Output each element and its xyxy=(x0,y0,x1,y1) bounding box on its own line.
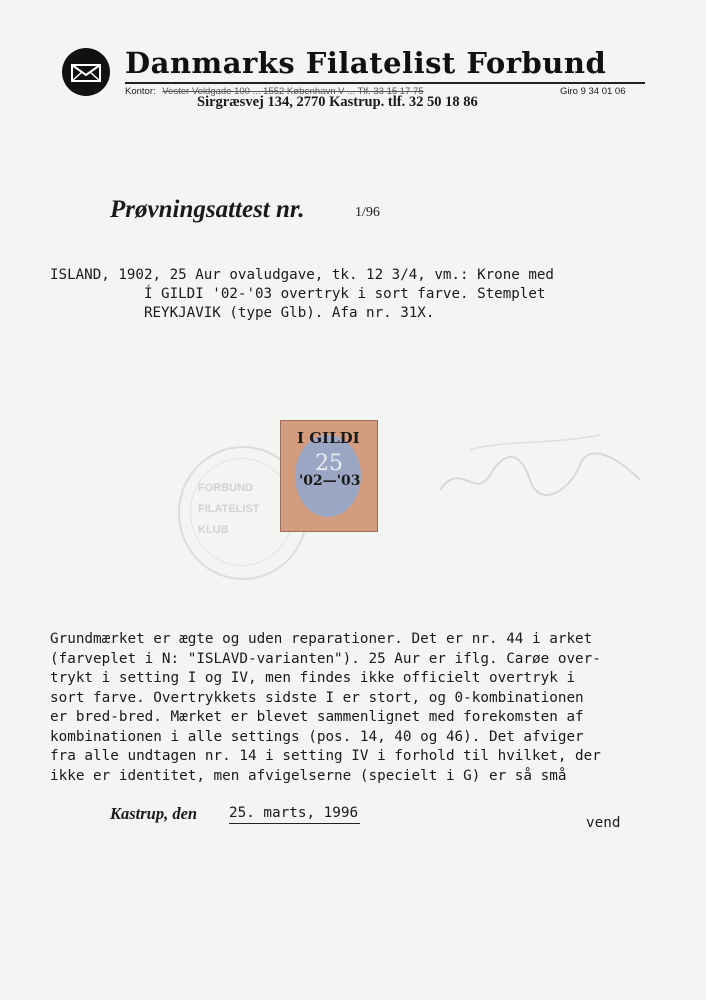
certificate-body xyxy=(50,630,601,786)
stamp-value: 25 xyxy=(315,451,343,476)
description-line: ISLAND, 1902, 25 Aur ovaludgave, tk. 12 3/4, vm.: Krone med xyxy=(50,267,554,283)
organization-title: Danmarks Filatelist Forbund xyxy=(125,46,607,80)
stamp-description xyxy=(50,266,554,323)
place-label: Kastrup, den xyxy=(110,804,198,823)
seal-text: FORBUND FILATELIST KLUB xyxy=(198,482,260,536)
envelope-logo-icon xyxy=(62,48,110,96)
body-line: trykt i setting I og IV, men findes ikke officielt overtryk i xyxy=(50,670,576,686)
overprint-line1: I GILDI xyxy=(297,429,360,447)
body-line: er bred-bred. Mærket er blevet sammenlignet med forekomsten af xyxy=(50,709,584,725)
certificate-number: 1/96 xyxy=(355,205,380,220)
body-line: sort farve. Overtrykkets sidste I er stort, og 0-kombinationen xyxy=(50,689,584,706)
body-line: fra alle undtagen nr. 14 i setting IV i forhold til hvilket, der xyxy=(50,748,601,764)
description-line: Í GILDI '02-'03 overtryk i sort farve. Stemplet xyxy=(50,286,546,302)
description-line: REYKJAVIK (type Glb). Afa nr. 31X. xyxy=(50,305,435,321)
body-line: ikke er identitet, men afvigelserne (specielt i G) er så små xyxy=(50,767,567,784)
issue-date: 25. marts, 1996 xyxy=(229,805,360,824)
body-line: Grundmærket er ægte og uden reparationer. Det er nr. 44 i arket xyxy=(50,631,593,647)
certificate-title: Prøvningsattest nr. xyxy=(110,196,305,223)
stamp-image xyxy=(280,420,378,532)
body-line: kombinationen i alle settings (pos. 14, 40 og 46). Det afviger xyxy=(50,728,584,745)
old-address: Vester Voldgade 100 ... 1552 København V ... Tlf. 33 15 17 75 xyxy=(162,86,424,97)
giro-number: Giro 9 34 01 06 xyxy=(560,86,626,97)
body-line: (farveplet i N: "ISLAVD-varianten"). 25 Aur er iflg. Carøe over- xyxy=(50,650,601,667)
overprint-line2: '02—'03 xyxy=(299,473,361,489)
header-rule xyxy=(125,82,645,84)
new-address: Sirgræsvej 134, 2770 Kastrup. tlf. 32 50 18 86 xyxy=(197,94,478,110)
kontor-label: Kontor: xyxy=(125,86,156,97)
signature xyxy=(430,420,650,520)
turn-over-note: vend xyxy=(586,815,621,831)
